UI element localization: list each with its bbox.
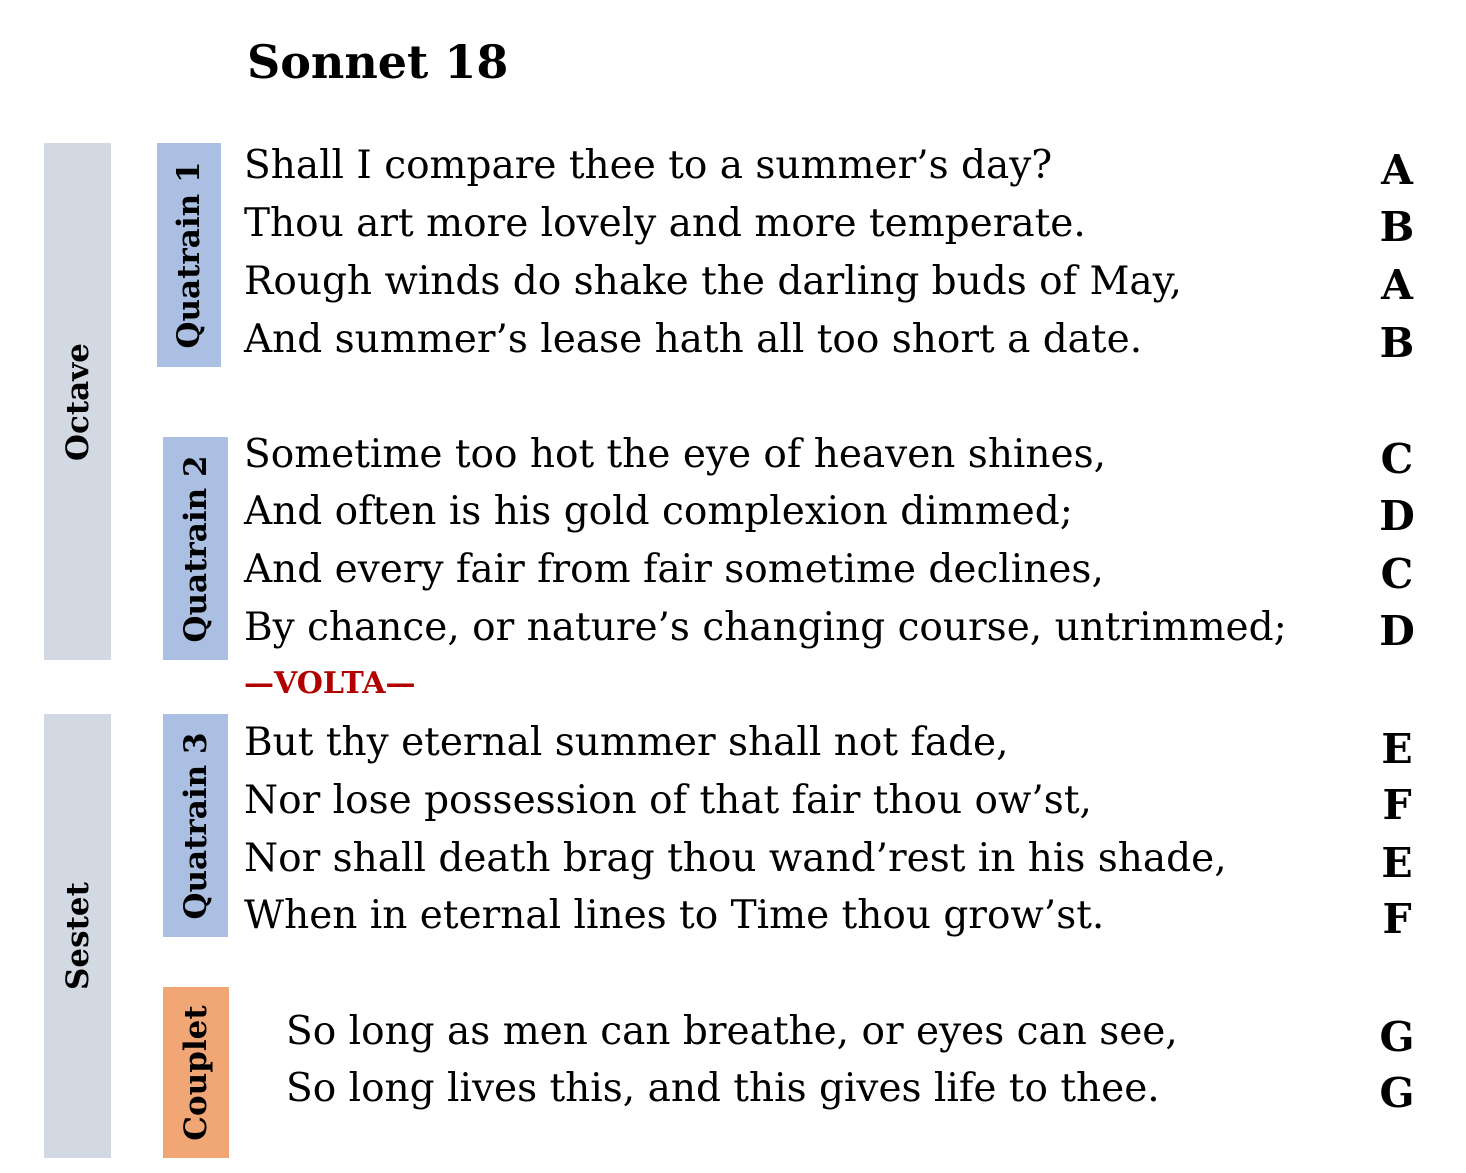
quatrain-3-bar [163, 714, 228, 937]
poem-line-8: By chance, or nature’s changing course, untrimmed; [244, 605, 1287, 650]
quatrain-2-label: Quatrain 2 [177, 454, 214, 643]
rhyme-letter-11: E [1381, 839, 1413, 887]
poem-line-11: Nor shall death brag thou wand’rest in his shade, [244, 836, 1227, 881]
poem-line-1: Shall I compare thee to a summer’s day? [244, 143, 1053, 188]
poem-line-2: Thou art more lovely and more temperate. [244, 201, 1086, 246]
poem-line-6: And often is his gold complexion dimmed; [244, 489, 1073, 534]
sestet-bar [44, 714, 111, 1158]
couplet-bar [163, 987, 229, 1158]
rhyme-letter-10: F [1382, 781, 1412, 829]
poem-line-5: Sometime too hot the eye of heaven shines, [244, 432, 1107, 477]
poem-line-14: So long lives this, and this gives life to thee. [286, 1066, 1160, 1111]
poem-line-9: But thy eternal summer shall not fade, [244, 720, 1009, 765]
rhyme-letter-5: C [1380, 435, 1414, 483]
rhyme-letter-2: B [1379, 203, 1415, 251]
poem-line-4: And summer’s lease hath all too short a date. [244, 317, 1143, 362]
quatrain-1-label: Quatrain 1 [171, 161, 207, 349]
quatrain-1-bar [157, 143, 221, 367]
couplet-label: Couplet [178, 1004, 214, 1141]
poem-line-3: Rough winds do shake the darling buds of May, [244, 259, 1182, 304]
octave-label: Octave [59, 342, 96, 461]
volta-marker: —VOLTA— [244, 666, 416, 701]
sestet-label: Sestet [59, 882, 96, 990]
rhyme-letter-9: E [1381, 725, 1413, 773]
rhyme-letter-4: B [1379, 319, 1415, 367]
rhyme-letter-1: A [1381, 146, 1413, 194]
rhyme-letter-13: G [1379, 1013, 1415, 1061]
rhyme-letter-14: G [1379, 1069, 1415, 1117]
rhyme-letter-6: D [1379, 492, 1415, 540]
poem-line-10: Nor lose possession of that fair thou ow’st, [244, 778, 1092, 823]
poem-line-7: And every fair from fair sometime declines, [244, 547, 1104, 592]
poem-line-12: When in eternal lines to Time thou grow’st. [244, 893, 1105, 938]
quatrain-3-label: Quatrain 3 [177, 731, 214, 920]
rhyme-letter-8: D [1379, 607, 1415, 655]
quatrain-2-bar [163, 437, 228, 660]
page-title: Sonnet 18 [247, 35, 509, 89]
octave-bar [44, 143, 111, 660]
poem-line-13: So long as men can breathe, or eyes can see, [286, 1009, 1178, 1054]
rhyme-letter-7: C [1380, 550, 1414, 598]
rhyme-letter-12: F [1382, 895, 1412, 943]
rhyme-letter-3: A [1381, 261, 1413, 309]
